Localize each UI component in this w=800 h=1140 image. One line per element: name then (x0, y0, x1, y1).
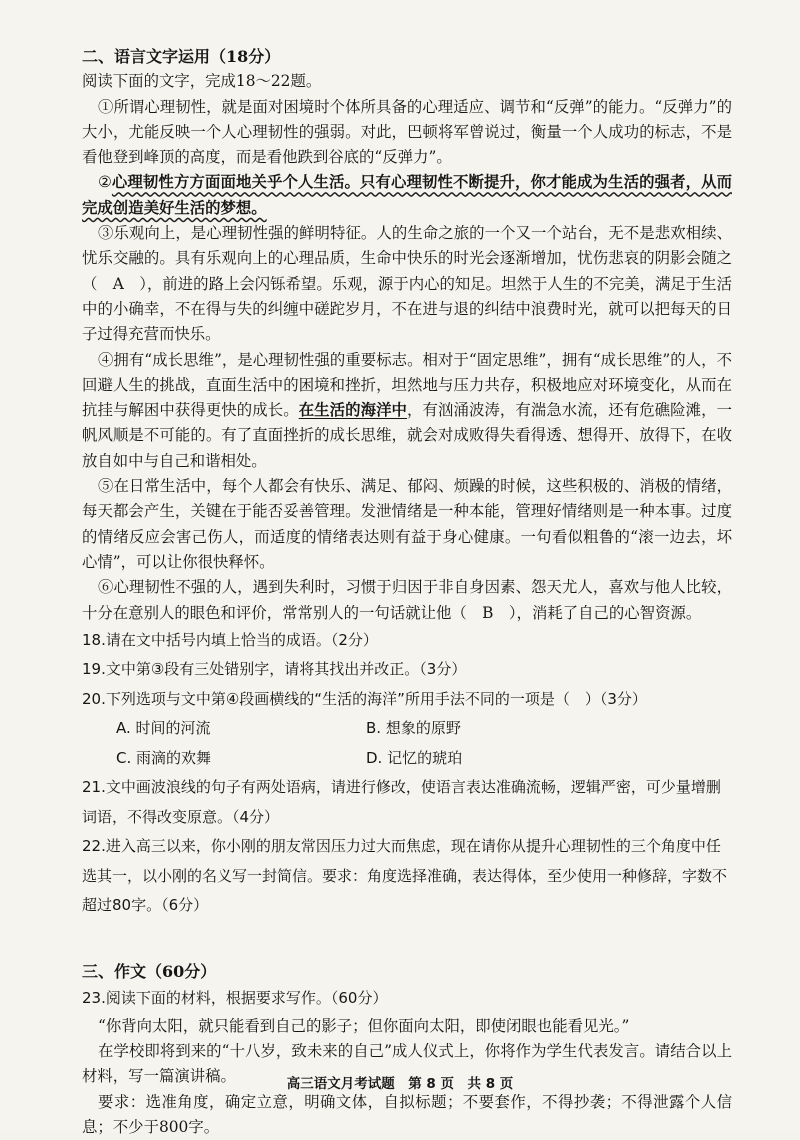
question-23: 23.阅读下面的材料，根据要求写作。（60分） (82, 989, 388, 1008)
section-gap (82, 937, 732, 959)
question-20: 20.下列选项与文中第④段画横线的“生活的海洋”所用手法不同的一项是（ ）（3分） (82, 689, 647, 708)
paragraph-2-number: ② (98, 173, 112, 192)
paragraph-4-part-b: ，有汹涌波涛，有湍急水流，还有危礁险滩，一帆风顺是不可能的。有了直面挫折的成长思维，就会对成败得失看得透、想得开、放得下，在收放自如中与自己和谐相处。 (82, 401, 732, 470)
paragraph-4-part-a: ④拥有“成长思维”，是心理韧性强的重要标志。相对于“固定思维”，拥有“成长思维”的人，不回避人生的挑战，直面生活中的困境和挫折，坦然地与压力共存，积极地应对环境变化，从而在抗挂与解困中获得更快的成长。 (82, 350, 732, 420)
paragraph-1: ①所谓心理韧性，就是面对困境时个体所具备的心理适应、调节和“反弹”的能力。“反弹力”的大小，尤能反映一个人心理韧性的强弱。对此，巴顿将军曾说过，衡量一个人成功的标志，不是看他登到峰顶的高度，而是看他跌到谷底的“反弹力”。 (82, 97, 732, 167)
option-d: D. 记忆的琥珀 (366, 748, 463, 767)
paragraph-6: ⑥心理韧性不强的人，遇到失利时，习惯于归因于非自身因素、怨天尤人，喜欢与他人比较，十分在意别人的眼色和评价，常常别人的一句话就让他（ B ），消耗了自己的心智资源。 (82, 578, 732, 622)
option-c: C. 雨滴的欢舞 (116, 748, 212, 767)
page-content (82, 44, 732, 1140)
question-18: 18.请在文中括号内填上恰当的成语。（2分） (82, 630, 378, 649)
option-a: A. 时间的河流 (116, 719, 211, 738)
page-footer: 高三语文月考试题 第 8 页 共 8 页 (286, 1076, 514, 1092)
section2-heading: 二、语言文字运用（18分） (82, 47, 281, 66)
wavy-underlined-sentence: 心理韧性方方面面地关乎个人生活。只有心理韧性不断提升，你才能成为生活的强者，从而完成创造美好生活的梦想。 (82, 173, 732, 217)
essay-requirements: 要求：选准角度，确定立意，明确文体，自拟标题；不要套作，不得抄袭；不得泄露个人信息；不少于800字。 (82, 1092, 732, 1136)
section3-heading: 三、作文（60分） (82, 961, 217, 981)
option-b: B. 想象的原野 (366, 719, 461, 738)
question-21: 21.文中画波浪线的句子有两处语病，请进行修改，使语言表达准确流畅，逻辑严密，可少量增删词语，不得改变原意。（4分） (82, 778, 721, 826)
essay-quote: “你背向太阳，就只能看到自己的影子；但你面向太阳，即使闭眼也能看见光。” (98, 1016, 630, 1035)
question-19: 19.文中第③段有三处错别字，请将其找出并改正。（3分） (82, 660, 467, 679)
reading-intro: 阅读下面的文字，完成18～22题。 (82, 72, 322, 91)
paragraph-4 (82, 348, 732, 474)
question-20-options (116, 714, 732, 773)
underlined-phrase: 在生活的海洋中 (298, 401, 408, 420)
paragraph-2 (82, 170, 732, 221)
paragraph-3: ③乐观向上，是心理韧性强的鲜明特征。人的生命之旅的一个又一个站台，无不是悲欢相续、忧乐交融的。具有乐观向上的心理品质，生命中快乐的时光会逐渐增加，忧伤悲哀的阴影会随之（ A ），前进的路上会闪铄希望。乐观，源于内心的知足。坦然于人生的不完美，满足于生活中的小确幸，不在得与失的纠缠中磋跎岁月，不在进与退的纠结中浪费时光，就可以把每天的日子过得充营而快乐。 (82, 224, 732, 344)
paragraph-5: ⑤在日常生活中，每个人都会有快乐、满足、郁闷、烦躁的时候，这些积极的、消极的情绪，每天都会产生，关键在于能否妥善管理。发泄情绪是一种本能，管理好情绪则是一种本事。过度的情绪反应会害己伤人，而适度的情绪表达则有益于身心健康。一句看似粗鲁的“滚一边去，坏心情”，可以让你很快释怀。 (82, 477, 732, 571)
question-22: 22.进入高三以来，你小刚的朋友常因压力过大而焦虑，现在请你从提升心理韧性的三个角度中任选其一，以小刚的名义写一封简信。要求：角度选择准确，表达得体，至少使用一种修辞，字数不超过80字。（6分） (82, 837, 728, 915)
essay-task: 在学校即将到来的“十八岁，致未来的自己”成人仪式上，你将作为学生代表发言。请结合以上材料，写一篇演讲稿。 (82, 1041, 732, 1086)
